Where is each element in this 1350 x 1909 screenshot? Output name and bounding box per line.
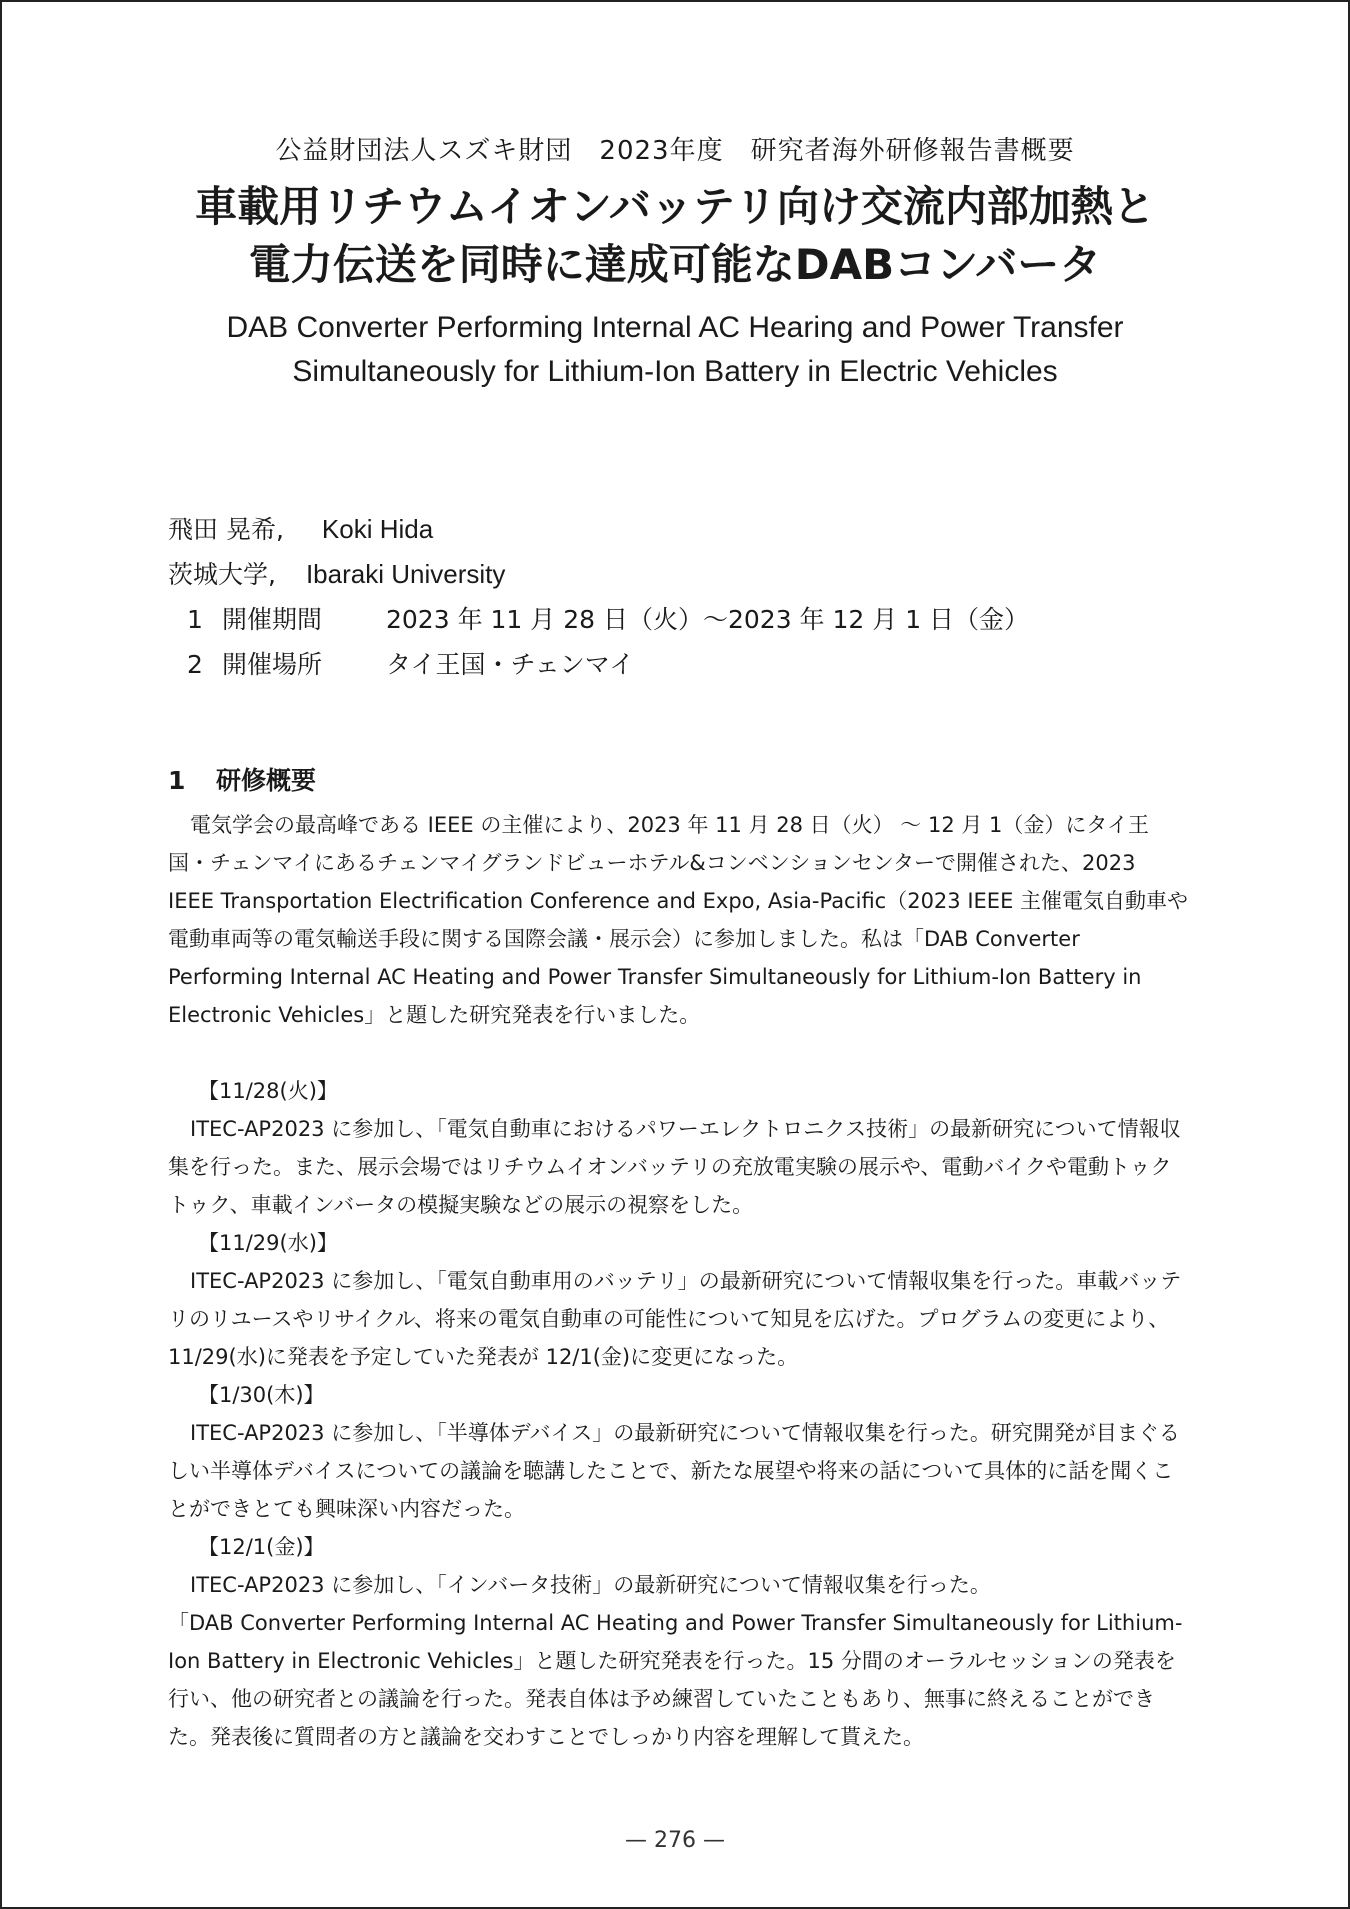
author-info [168, 507, 1029, 687]
title-jp-line-2: 電力伝送を同時に達成可能なDABコンバータ [248, 240, 1102, 289]
author-name-en: Koki Hida [321, 514, 434, 544]
section-title: 研修概要 [216, 766, 317, 795]
title-japanese [2, 178, 1348, 294]
title-en-line-2: Simultaneously for Lithium-Ion Battery in Electric Vehicles [292, 355, 1058, 388]
page-number: — 276 — [625, 1828, 725, 1853]
day-heading: 【11/28(火)】 [198, 1079, 338, 1103]
title-jp-line-1: 車載用リチウムイオンバッテリ向け交流内部加熱と [195, 182, 1155, 231]
detail-label: 開催場所 [222, 650, 323, 679]
body-text [168, 806, 1188, 1756]
detail-label: 開催期間 [222, 605, 323, 634]
author-name-jp: 飛田 晃希, [168, 515, 284, 544]
day-paragraph-continued: 「DAB Converter Performing Internal AC Heating and Power Transfer Simultaneously for Lithium-Ion Battery in Electronic Vehicles」と題した研究発表を行った。15 分間のオーラルセッションの発表を行い、他の研究者との議論を行った。発表自体は予め練習していたこともあり、無事に終えることができた。発表後に質問者の方と議論を交わすことでしっかり内容を理解して貰えた。 [168, 1611, 1183, 1749]
day-heading: 【12/1(金)】 [198, 1535, 325, 1559]
day-paragraph: ITEC-AP2023 に参加し、「インバータ技術」の最新研究について情報収集を行った。 [190, 1573, 991, 1597]
org-line: 公益財団法人スズキ財団 2023年度 研究者海外研修報告書概要 [275, 136, 1075, 166]
affiliation-row [168, 552, 1029, 597]
paragraph-gap [168, 1034, 1188, 1072]
day-paragraph: ITEC-AP2023 に参加し、「電気自動車用のバッテリ」の最新研究について情報収集を行った。車載バッテリのリユースやリサイクル、将来の電気自動車の可能性について知見を広げた。プログラムの変更により、11/29(水)に発表を予定していた発表が 12/1(金)に変更になった。 [168, 1269, 1182, 1369]
day-paragraph: ITEC-AP2023 に参加し、「半導体デバイス」の最新研究について情報収集を行った。研究開発が目まぐるしい半導体デバイスについての議論を聴講したことで、新たな展望や将来の話について具体的に話を聞くことができとても興味深い内容だった。 [168, 1421, 1180, 1521]
affiliation-en: Ibaraki University [305, 559, 506, 589]
detail-value: タイ王国・チェンマイ [386, 650, 635, 679]
section-heading [168, 761, 316, 797]
detail-row-location [168, 642, 1029, 687]
title-english [2, 306, 1348, 394]
detail-row-period [168, 597, 1029, 642]
intro-paragraph: 電気学会の最高峰である IEEE の主催により、2023 年 11 月 28 日（火） ～ 12 月 1（金）にタイ王国・チェンマイにあるチェンマイグランドビューホテル&コンベンションセンターで開催された、2023 IEEE Transportation Electrification Conference and Expo, Asia-Pacific（2023 IEEE 主催電気自動車や電動車両等の電気輸送手段に関する国際会議・展示会）に参加しました。私は「DAB Converter Performing Internal AC Heating and Power Transfer Simultaneously for Lithium-Ion Battery in Electronic Vehicles」と題した研究発表を行いました。 [168, 813, 1189, 1027]
title-en-line-1: DAB Converter Performing Internal AC Hearing and Power Transfer [226, 311, 1124, 344]
author-row [168, 507, 1029, 552]
day-paragraph: ITEC-AP2023 に参加し、「電気自動車におけるパワーエレクトロニクス技術」の最新研究について情報収集を行った。また、展示会場ではリチウムイオンバッテリの充放電実験の展示や、電動バイクや電動トゥクトゥク、車載インバータの模擬実験などの展示の視察をした。 [168, 1117, 1181, 1217]
section-number: 1 [168, 766, 186, 795]
detail-number: 1 [187, 605, 203, 634]
affiliation-jp: 茨城大学, [168, 560, 276, 589]
day-heading: 【11/29(水)】 [198, 1231, 338, 1255]
day-heading: 【1/30(木)】 [198, 1383, 325, 1407]
detail-number: 2 [187, 650, 203, 679]
detail-value: 2023 年 11 月 28 日（火）～2023 年 12 月 1 日（金） [386, 605, 1030, 634]
